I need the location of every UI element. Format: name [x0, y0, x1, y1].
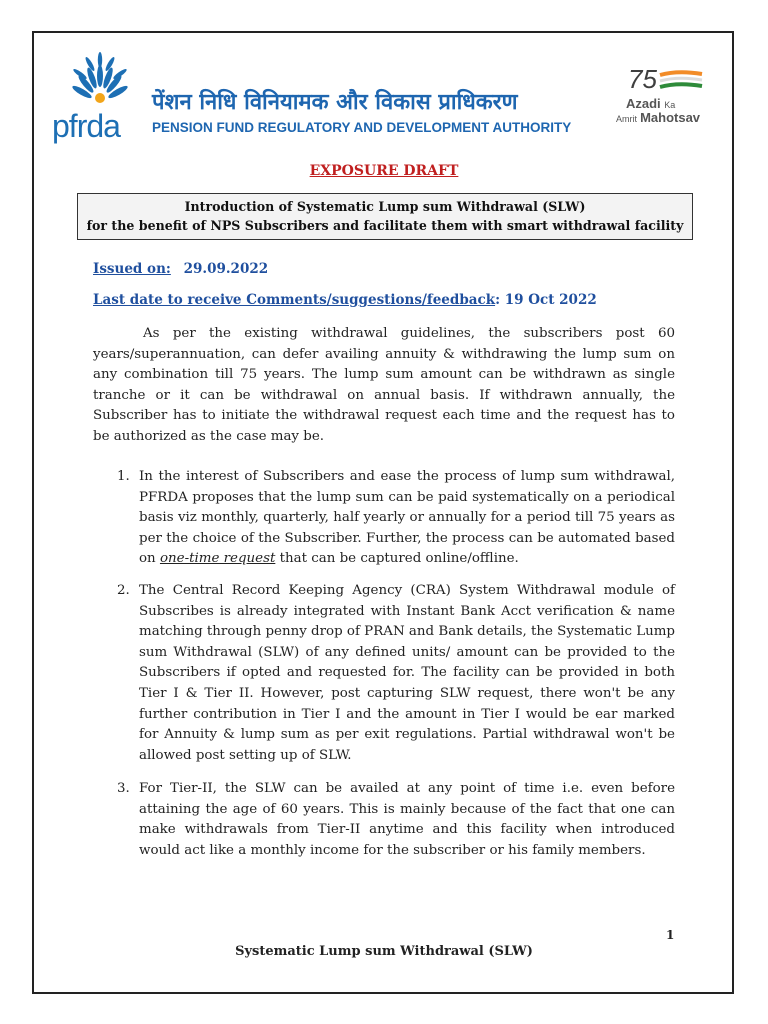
title-line-1: Introduction of Systematic Lump sum Withdrawal (SLW) [184, 199, 586, 214]
list-item-text: The Central Record Keeping Agency (CRA) System Withdrawal module of Subscribes is already integrated with Instant Bank Acct verification & name matching through penny drop of PRAN and Bank details, the Systematic Lump sum Withdrawal (SLW) of any defined units/ amount can be provided to the Subscribers if opted and requested for. The facility can be provided in both Tier I & Tier II. However, post capturing SLW request, there won't be any further contribution in Tier I and the amount in Tier I would be ear marked for Annuity & lump sum as per exit regulations. Partial withdrawal won't be allowed post setting up of SLW. [139, 583, 675, 763]
azadi-75: 75 [628, 64, 657, 94]
azadi-line2: Amrit Mahotsav [616, 110, 701, 125]
intro-paragraph: As per the existing withdrawal guidelines, the subscribers post 60 years/superannuation, can defer availing annuity & withdrawing the lump sum on any combination till 75 years. The lump sum amount can be withdrawn as single tranche or it can be withdrawal on annual basis. If withdrawn annually, the Subscriber has to initiate the withdrawal request each time and the request has to be authorized as the case may be. [93, 326, 675, 444]
last-date [93, 292, 597, 308]
pfrda-logo [44, 44, 144, 144]
logo-wordmark: pfrda [52, 108, 120, 144]
title-line-2: for the benefit of NPS Subscribers and facilitate them with smart withdrawal facility [86, 218, 684, 233]
exposure-draft-label: EXPOSURE DRAFT [309, 163, 459, 179]
last-date-value: : 19 Oct 2022 [495, 292, 597, 308]
issued-on [93, 261, 268, 277]
issued-label: Issued on: [93, 261, 171, 277]
last-date-label: Last date to receive Comments/suggestions/feedback [93, 292, 496, 308]
org-name-english: PENSION FUND REGULATORY AND DEVELOPMENT AUTHORITY [152, 120, 572, 135]
footer-title: Systematic Lump sum Withdrawal (SLW) [235, 944, 533, 959]
document-title-box [77, 193, 693, 240]
one-time-request-emphasis: one-time request [159, 551, 276, 567]
list-item-text: For Tier-II, the SLW can be availed at any point of time i.e. even before attaining the age of 60 years. This is mainly because of the fact that one can make withdrawals from Tier-II anytime and this facility when introduced would act like a monthly income for the subscriber or his family members. [139, 781, 675, 858]
azadi-ka-amrit-mahotsav-logo [614, 64, 714, 144]
org-name-hindi: पेंशन निधि विनियामक और विकास प्राधिकरण [152, 90, 518, 115]
letterhead [44, 44, 724, 144]
issued-date: 29.09.2022 [183, 261, 269, 277]
page-number: 1 [666, 928, 675, 942]
list-item-text: In the interest of Subscribers and ease the process of lump sum withdrawal, PFRDA proposes that the lump sum can be paid systematically on a periodical basis viz monthly, quarterly, half yearly or annually for a period till 75 years as per the choice of the Subscriber. Further, the process can be automated based on one-time request that can be captured online/offline. [139, 469, 675, 567]
azadi-line1: Azadi Ka [626, 96, 676, 111]
tricolor-flag-icon [658, 70, 704, 90]
